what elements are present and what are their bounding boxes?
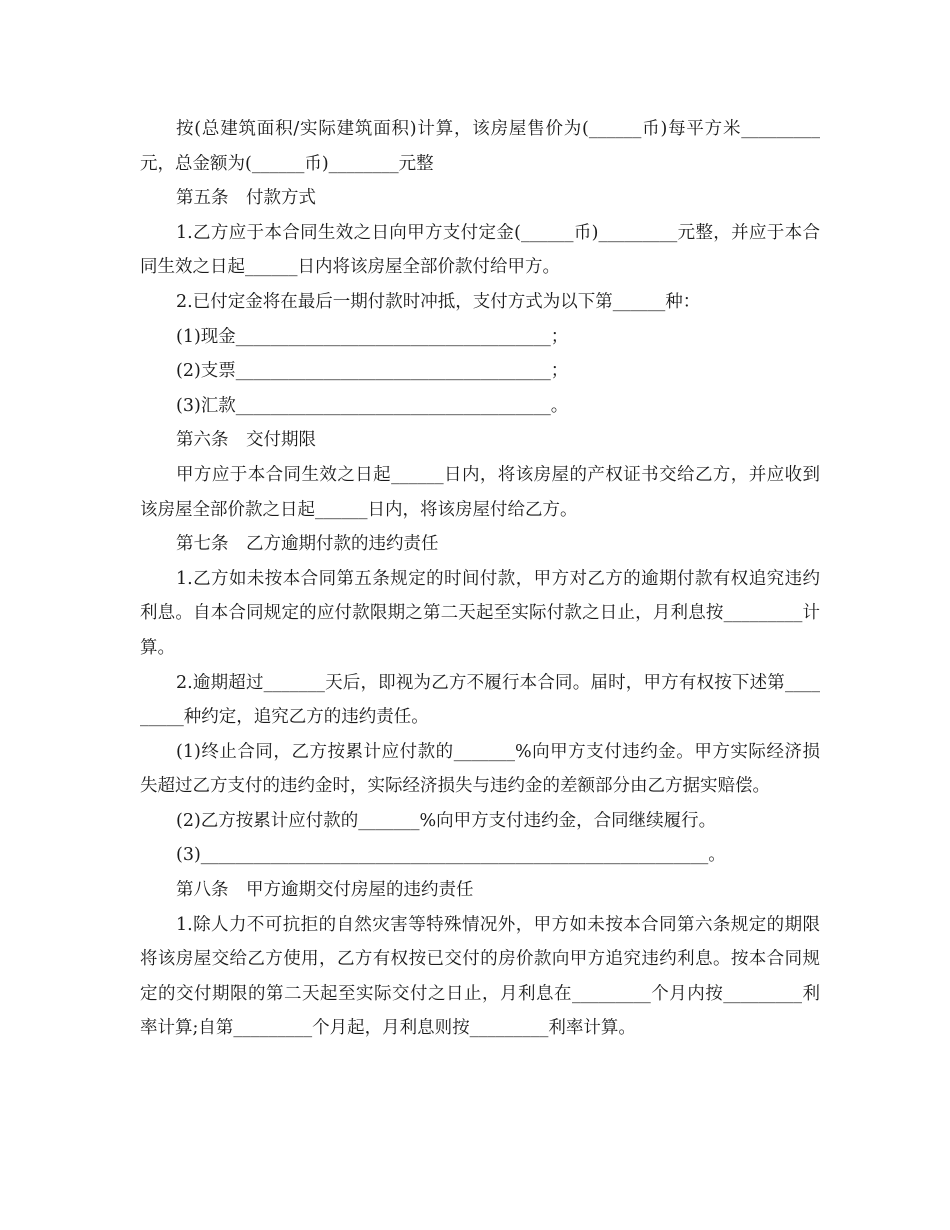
contract-body (140, 112, 820, 1046)
delivery-term-paragraph: 甲方应于本合同生效之日起______日内，将该房屋的产权证书交给乙方，并应收到该房屋全部价款之日起______日内，将该房屋付给乙方。 (140, 464, 820, 520)
continue-contract-option: (2)乙方按累计应付款的_______%向甲方支付违约金，合同继续履行。 (176, 810, 717, 831)
termination-option-paragraph: (1)终止合同，乙方按累计应付款的_______%向甲方支付违约金。甲方实际经济损失超过乙方支付的违约金时，实际经济损失与违约金的差额部分由乙方据实赔偿。 (140, 741, 820, 797)
payment-option-remittance: (3)汇款____________________________________。 (176, 395, 569, 416)
late-payment-interest-paragraph: 1.乙方如未按本合同第五条规定的时间付款，甲方对乙方的逾期付款有权追究违约利息。自本合同规定的应付款限期之第二天起至实际付款之日止，月利息按_________计算。 (140, 568, 820, 658)
article-8-heading: 第八条 甲方逾期交付房屋的违约责任 (176, 880, 474, 901)
payment-option-cash: (1)现金____________________________________； (176, 326, 569, 347)
article-6-heading: 第六条 交付期限 (176, 430, 316, 451)
article-5-heading: 第五条 付款方式 (176, 188, 316, 209)
article-7-heading: 第七条 乙方逾期付款的违约责任 (176, 534, 439, 555)
overdue-days-paragraph: 2.逾期超过_______天后，即视为乙方不履行本合同。届时，甲方有权按下述第_________种约定，追究乙方的违约责任。 (140, 672, 820, 728)
payment-option-check: (2)支票____________________________________； (176, 361, 569, 382)
payment-method-paragraph: 2.已付定金将在最后一期付款时冲抵，支付方式为以下第______种： (176, 291, 701, 312)
price-calculation-paragraph: 按(总建筑面积/实际建筑面积)计算，该房屋售价为(______币)每平方米_________元，总金额为(______币)________元整 (140, 119, 820, 174)
other-option-blank: (3)__________________________________________________________。 (176, 845, 726, 866)
late-delivery-paragraph: 1.除人力不可抗拒的自然灾害等特殊情况外，甲方如未按本合同第六条规定的期限将该房屋交给乙方使用，乙方有权按已交付的房价款向甲方追究违约利息。按本合同规定的交付期限的第二天起至实际交付之日止，月利息在_________个月内按_________利率计算;自第_________个月起，月利息则按_________利率计算。 (140, 914, 820, 1039)
deposit-paragraph: 1.乙方应于本合同生效之日向甲方支付定金(______币)_________元整，并应于本合同生效之日起______日内将该房屋全部价款付给甲方。 (140, 222, 820, 278)
